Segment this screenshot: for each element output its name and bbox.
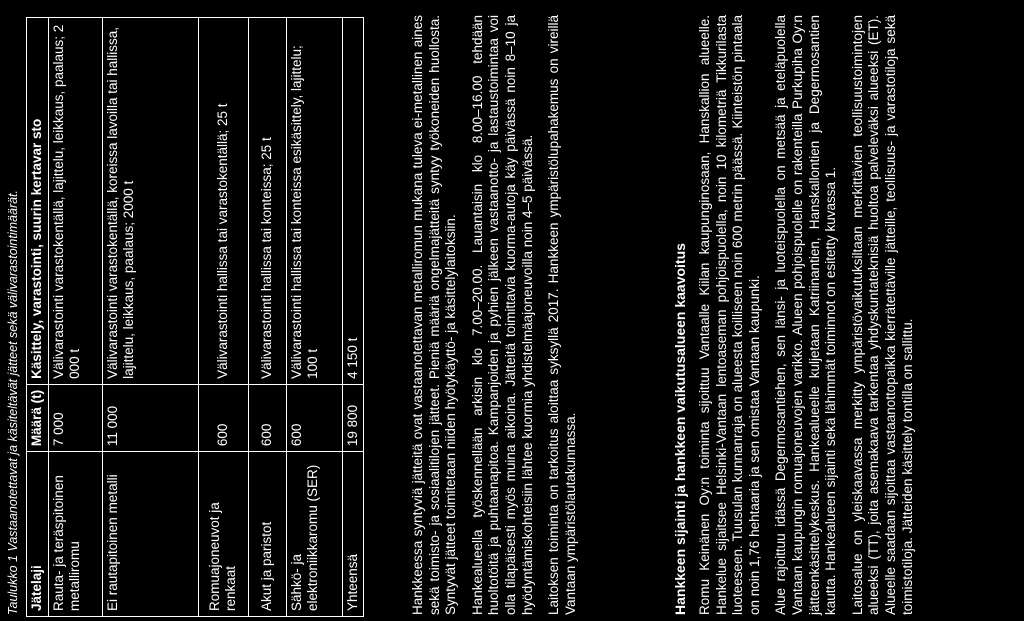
cell-amount: 7 000: [48, 384, 102, 451]
paragraph: Laitosalue on yleiskaavassa merkitty ympäristövaikutuksiltaan merkittävien teollisuustoimintojen alueeksi (TT), joita asemakaava tarkentaa yhdyskuntateknisiä huoltoa palveleväksi alueeksi (ET). Alueelle saadaan sijoittaa vastaanottopaikka kierrätettäville jätteille, teollisuus- ja varastotiloja sekä toimistotiloja. Jätteiden käsittely tontilla on sallittu.: [849, 15, 915, 615]
cell-amount: 600: [248, 384, 286, 451]
cell-handling: Välivarastointi hallissa tai konteissa esikäsittely, lajittelu; 100 t: [286, 18, 342, 385]
table-row-total: [342, 18, 364, 617]
cell-waste-type: Rauta- ja teräspitoinen metalliromu: [48, 452, 102, 617]
cell-handling: 4 150 t: [342, 18, 364, 385]
section-heading: Hankkeen sijainti ja hankkeen vaikutusalueen kaavoitus: [672, 243, 688, 615]
cell-waste-type: Yhteensä: [342, 452, 364, 617]
paragraph: Laitoksen toiminta on tarkoitus aloittaa syksyllä 2017. Hankkeen ympäristölupahakemus on vireillä Vantaan ympäristölautakunnassa.: [546, 15, 578, 615]
paragraph: Hankkeessa syntyviä jätteitä ovat vastaanotettavan metalliromun mukana tuleva ei-metallinen aines sekä toimisto- ja sosiaalitilojen jätteet. Pieniä määriä ongelmajätteitä syntyy työkoneiden huollosta. Syntyvät jätteet toimitetaan niiden hyötykäyttö- ja käsittelylaitoksiin.: [410, 15, 459, 615]
cell-amount: 11 000: [102, 384, 198, 451]
table-row: [102, 18, 198, 617]
table-row: [198, 18, 248, 617]
header-waste-type: Jätelaji: [27, 452, 49, 617]
body-section-1: [410, 15, 589, 615]
waste-table: [26, 17, 364, 617]
cell-handling: Välivarastointi varastokentällä, lajittelu, leikkaus, paalaus; 2 000 t: [48, 18, 102, 385]
table-row: [48, 18, 102, 617]
cell-handling: Välivarastointi varastokentällä, koreissa lavoilla tai hallissa, lajittelu, leikkaus, paalaus; 2000 t: [102, 18, 198, 385]
cell-waste-type: Romuajoneuvot ja renkaat: [198, 452, 248, 617]
paragraph: Alue rajoittuu idässä Degermosantiehen, sen länsi- ja luoteispuolella on metsää ja eteläpuolella Vantaan kaupungin romuajoneuvojen varikko. Alueen pohjoispuolelle on rakenteilla Purkupiha Oy:n jätteenkäsittelykeskus. Hankealueelle kuljetaan Katriinantien, Hanskallontien ja Degermosantien kautta. Hankealueen sijainti sekä lähimmät toiminnot on esitetty kuvassa 1.: [773, 15, 839, 615]
header-handling: Käsittely, varastointi, suurin kertavar sto: [27, 18, 49, 385]
body-section-2: [697, 15, 926, 615]
header-amount: Määrä (t): [27, 384, 49, 451]
cell-handling: Välivarastointi hallissa tai konteissa; 25 t: [248, 18, 286, 385]
cell-amount: 600: [286, 384, 342, 451]
table-header-row: [27, 18, 49, 617]
paragraph: Hankealueella työskennellään arkisin klo 7.00–20.00. Lauantaisin klo 8.00–16.00 tehdään huoltotöitä ja puhtaanapitoa. Kampanjoiden ja pyhien jälkeen vastaanotto- ja lastaustoimintaa voi olla tilapäisesti myös muina aikoina. Jätteitä toimittavia kuorma-autoja käy päivässä noin 8–10 ja hyödyntämiskohteisiin lähtee kuormia yhdistelmäajoneuvoilla noin 4–5 päivässä.: [469, 15, 535, 615]
cell-waste-type: Ei rautapitoinen metalli: [102, 452, 198, 617]
paragraph: Romu Keinänen Oy:n toiminta sijoittuu Vantaalle Kiilan kaupunginosaan, Hanskallion alueelle. Hankelue sijaitsee Helsinki-Vantaan lentoaseman pohjoispuolella, noin 10 kilometriä Tikkurilasta luoteeseen. Tuusulan kunnanraja on alueesta koilliseen noin 600 metrin päässä. Kiinteistön pintaala on noin 1,76 hehtaaria ja sen omistaa Vantaan kaupunki.: [697, 15, 762, 615]
table-row: [248, 18, 286, 617]
table-caption: Taulukko 1 Vastaanotettavat ja käsiteltävät jätteet sekä välivarastointimäärät.: [6, 189, 20, 615]
cell-handling: Välivarastointi hallissa tai varastokentällä; 25 t: [198, 18, 248, 385]
table-row: [286, 18, 342, 617]
cell-waste-type: Sähkö- ja elektroniikkaromu (SER): [286, 452, 342, 617]
cell-amount: 19 800: [342, 384, 364, 451]
cell-amount: 600: [198, 384, 248, 451]
cell-waste-type: Akut ja paristot: [248, 452, 286, 617]
